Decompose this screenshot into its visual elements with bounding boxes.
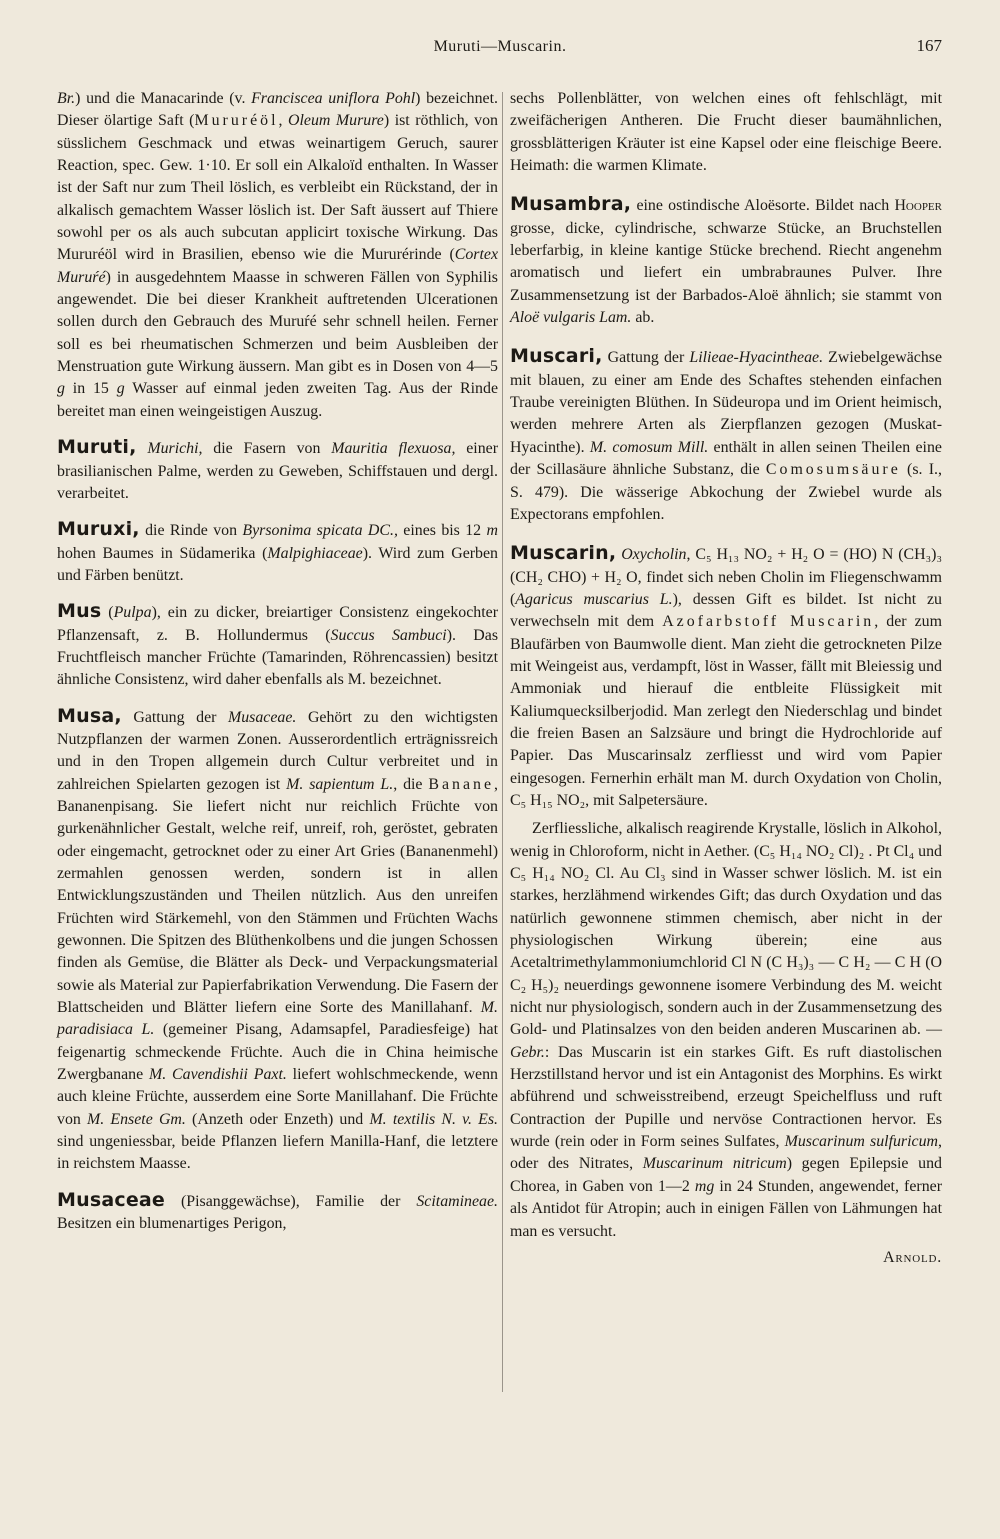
text-span: Gehört zu den wichtigsten Nutzpflanzen der warmen Zonen. Ausserordentlich erträgnissreich und in den Tropen allgemein durch Cultur verbreitet und in zahlreichen Spielarten gezogen ist	[57, 708, 498, 793]
text-span: Lilieae-Hyacintheae.	[689, 349, 824, 367]
text-span: ) ist röthlich, von süsslichem Geschmack und etwas weinartigem Geruch, saurer Reaction, spec. Gew. 1·10. Er soll ein Alkaloïd enthalten. In Wasser ist der Saft nur zum Theil löslich, es verbleibt ein Rückstand, der in alkalisch gemachtem Wasser löslich ist. Der Saft äussert auf Thiere sowohl per os als auch subcutan applicirt toxische Wirkung. Das Mururéöl wird in Brasilien, ebenso wie die Mururérinde (	[57, 112, 498, 264]
headword: Muruti,	[57, 436, 137, 459]
page-number: 167	[916, 36, 942, 55]
text-span: ), ein zu dicker, breiartiger Consistenz eingekochter Pflanzensaft, z. B. Hollundermus (	[57, 604, 498, 644]
text-span: Mururéöl	[194, 112, 279, 130]
text-span: hohen Baumes in Südamerika (	[57, 544, 268, 562]
text-span: M. textilis N. v. Es.	[369, 1110, 499, 1128]
text-span: Gebr.	[510, 1043, 545, 1061]
headword: Musaceae	[57, 1188, 166, 1211]
text-span: Cortex Muruŕé	[57, 246, 498, 286]
headword: Muscarin,	[510, 542, 617, 565]
text-span: Comosumsäure	[765, 461, 901, 479]
text-span: Byrsonima spicata DC.,	[242, 522, 398, 540]
continued-entry-text	[510, 88, 942, 177]
text-span: M. comosum Mill.	[589, 438, 709, 456]
text-span: ab.	[631, 309, 655, 327]
text-span: M. sapientum L.	[286, 775, 394, 793]
text-span: Agaricus muscarius L.	[515, 590, 673, 608]
text-span: Muscarinum sulfuricum	[784, 1133, 939, 1151]
text-span: in 24 Stunden, angewendet, ferner als Antidot für Atropin; auch in einigen Fällen von Lähmungen hat man es versucht.	[510, 1177, 942, 1240]
text-span: Oleum Murure	[288, 112, 384, 130]
text-span: , die	[393, 775, 429, 793]
text-span: die Rinde von	[139, 522, 243, 540]
text-span: Mauritia flexuosa,	[331, 440, 456, 458]
text-span	[137, 440, 148, 457]
headword: Muruxi,	[57, 518, 140, 541]
entry-musa	[57, 705, 498, 1176]
text-span: (gemeiner Pisang, Adamsapfel, Paradiesfeige) hat feigenartig schmeckende Früchte. Auch die in China heimische Zwergbanane	[57, 1021, 498, 1084]
column-divider	[502, 92, 503, 1392]
text-span: (	[101, 604, 114, 622]
text-span: M. Cavendishii Paxt.	[149, 1066, 287, 1084]
entry-muruxi	[57, 518, 498, 587]
text-span: Franciscea uniflora Pohl	[251, 90, 416, 107]
text-span: (Pisanggewächse), Familie der	[165, 1192, 417, 1210]
text-span: M. paradisiaca L.	[57, 999, 498, 1039]
text-span: : Das Muscarin ist ein starkes Gift. Es ruft diastolischen Herzstillstand hervor und ist ein Antagonist des Morphins. Es wirkt abführend und schweisstreibend, erzeugt Speichelfluss und ruft Contraction der Pupille und nervöse Contractionen hervor. Es wurde (rein oder in Form seines Sulfates,	[510, 1043, 942, 1151]
text-span: Oxycholin	[621, 546, 687, 564]
text-span: ) gegen Epilepsie und Chorea, in Gaben von 1—2	[510, 1155, 942, 1195]
entry-mus	[57, 600, 498, 691]
continued-entry-text	[57, 88, 498, 423]
entry-musaceae	[57, 1189, 498, 1236]
headword: Musambra,	[510, 193, 632, 216]
text-span: ) in ausgedehntem Maasse in schweren Fällen von Syphilis angewendet. Die bei dieser Krankheit auftretenden Ulcerationen sollen durch den Gebrauch des Muruŕé sehr schnell heilen. Ferner soll es bei rheumatischen Schmerzen und beim Ausbleiben der Menstruation gute Wirkung äussern. Man gibt es in Dosen von 4—5	[57, 268, 498, 376]
author-signature: Arnold.	[883, 1248, 942, 1266]
text-span: grosse, dicke, cylindrische, schwarze Stücke, an Bruchstellen leberfarbig, in kleine kantige Stücke brechend. Riecht angenehm aromatisch und liefert ein umbrabraunes Pulver. Ihre Zusammensetzung ist der Barbados-Aloë ähnlich; sie stammt von	[510, 219, 942, 304]
left-column	[57, 88, 498, 1236]
text-span: Succus Sambuci	[330, 626, 447, 644]
text-span: Murichi,	[147, 440, 203, 458]
text-span: (Anzeth oder Enzeth) und	[185, 1110, 370, 1128]
headword: Muscari,	[510, 345, 603, 368]
text-span: , oder des Nitrates,	[510, 1133, 942, 1173]
text-span: Gattung der	[602, 349, 690, 367]
text-span: ). Das Fruchtfleisch mancher Früchte (Tamarinden, Röhrencassien) besitzt ähnliche Consistenz, wird daher ebenfalls als M. bezeichnet.	[57, 626, 499, 689]
text-span: sind ungeniessbar, beide Pflanzen liefern Manilla-Hanf, die letztere in reichstem Maasse.	[57, 1133, 498, 1173]
text-span: sechs Pollenblätter, von welchen eines oft fehlschlägt, mit zweifächerigen Antheren. Die Frucht dieser baumähnlichen, grossblätterigen Kräuter ist eine Kapsel oder eine fleischige Beere. Heimath: die warmen Klimate.	[510, 90, 942, 175]
text-span: Muscarinum nitricum	[642, 1155, 787, 1173]
text-span: in 15	[64, 380, 117, 398]
text-span: M. Ensete Gm.	[87, 1110, 186, 1128]
text-span: ,	[278, 112, 289, 130]
text-span: Azofarbstoff Muscarin	[662, 613, 875, 631]
text-span: g	[116, 380, 125, 398]
text-span: Zerfliessliche, alkalisch reagirende Krystalle, löslich in Alkohol, wenig in Chloroform, nicht in Aether. (C₅ H₁₄ NO₂ Cl)₂ . Pt Cl₄ und C₅ H₁₄ NO₂ Cl. Au Cl₃ sind in Wasser schwer löslich. M. ist ein starkes, herzlähmend wirkendes Gift; das durch Oxydation und das natürlich gewonnene stimmen chemisch, aber nicht in der physiologischen Wirkung überein; eine aus Acetaltrimethylammoniumchlorid Cl N (C H₃)₃ — C H₂ — C H (O C₂ H₅)₂ neuerdings gewonnene isomere Verbindung des M. weicht nicht nur physiologisch, sondern auch in der Zusammensetzung des Gold- und Platinsalzes von den beiden anderen Muscarinen ab. —	[510, 820, 942, 1039]
text-span: Hooper	[894, 197, 942, 215]
right-column	[510, 88, 942, 1269]
text-span: Aloë vulgaris Lam.	[510, 309, 632, 327]
entry-muscarin	[510, 542, 942, 812]
headword: Musa,	[57, 704, 122, 727]
text-span: , der zum Blaufärben von Baumwolle dient. Man zieht die getrockneten Pilze mit Weingeist aus, verdampft, löst in Wasser, fällt mit Bleiessig und Ammoniak und hierauf die entbleite Flüssigkeit mit Kaliumquecksilberjodid. Man zerlegt den Niederschlag und bindet die freien Basen an Salzsäure und bringt die Hydrochloride auf Papier. Das Muscarinsalz zerfliesst und wird vom Papier eingesogen. Fernerhin erhält man M. durch Oxydation von Cholin, C₅ H₁₅ NO₂, mit Salpetersäure.	[510, 613, 942, 809]
text-span: Malpighiaceae	[267, 544, 363, 562]
text-span: eines bis 12	[397, 522, 487, 540]
text-span: Zwiebelgewächse mit blauen, zu einer am Ende des Schaftes stehenden einfachen Traube vereinigten Blüthen. In Südeuropa und im Orient heimisch, werden mehrere Arten als Zierpflanzen gezogen (Muskat-Hyacinthe).	[510, 349, 942, 456]
text-span: Musaceae.	[228, 708, 297, 726]
paragraph-properties	[510, 818, 942, 1243]
text-span: , C₅ H₁₃ NO₂ + H₂ O = (HO) N (CH₃)₃ (CH₂ CHO) + H₂ O, findet sich neben Cholin im Fliegenschwamm (	[510, 546, 942, 608]
text-span: Gattung der	[121, 708, 228, 726]
text-span: ). Wird zum Gerben und Färben benützt.	[57, 544, 498, 584]
entry-muruti	[57, 436, 498, 505]
text-span: ) bezeichnet. Dieser ölartige Saft (	[57, 90, 498, 130]
text-span: , Bananenpisang. Sie liefert nicht nur reichlich Früchte von gurkenähnlicher Gestalt, welche reif, unreif, roh, geröstet, gebraten oder eingemacht, getrocknet oder zu einer Art Gries (Bananenmehl) zermahlen genossen werden, sondern ist in allen Entwicklungszuständen und Theilen nützlich. Aus den unreifen Früchten wird Stärkemehl, von den Stämmen und Früchten Wachs gewonnen. Die Spitzen des Blüthenkolbens und die jungen Schossen finden als Gemüse, die Blätter als Deck- und Verpackungsmaterial sowie als Material zur Papierfabrikation Verwendung. Die Fasern der Blattscheiden und Blätter liefern eine Sorte des Manillahanf.	[57, 775, 498, 1017]
text-span: enthält in allen seinen Theilen eine der Scillasäure ähnliche Substanz, die	[510, 438, 942, 479]
entry-muscari	[510, 345, 942, 526]
text-span: Scitamineae.	[416, 1192, 498, 1210]
text-span: ), dessen Gift es bildet. Ist nicht zu verwechseln mit dem	[510, 590, 942, 631]
text-span: Besitzen ein blumenartiges Perigon,	[57, 1215, 287, 1233]
entry-musambra	[510, 193, 942, 329]
text-span: (s. I., S. 479). Die wässerige Abkochung der Zwiebel wurde als Expectorans empfohlen.	[510, 461, 942, 523]
headword: Mus	[57, 600, 102, 623]
text-span: eine ostindische Aloësorte. Bildet nach	[631, 197, 895, 215]
text-span: die Fasern von	[202, 440, 332, 458]
text-span: Pulpa	[113, 604, 152, 622]
text-span: Banane	[428, 775, 495, 793]
text-span: einer brasilianischen Palme, werden zu Geweben, Schiffstauen und dergl. verarbeitet.	[57, 440, 498, 502]
text-span: liefert wohlschmeckende, wenn auch kleine Früchte, ausserdem eine Sorte Manillahanf. Die Früchte von	[57, 1066, 498, 1128]
text-span: m	[486, 522, 498, 540]
text-span: mg	[694, 1177, 715, 1195]
text-span: ) und die Manacarinde (v.	[75, 90, 252, 107]
text-span: Wasser auf einmal jeden zweiten Tag. Aus der Rinde bereitet man einen weingeistigen Auszug.	[57, 380, 498, 420]
running-header: Muruti—Muscarin.	[433, 38, 567, 55]
text-span: g	[57, 380, 65, 398]
text-span: Br.	[57, 90, 76, 107]
